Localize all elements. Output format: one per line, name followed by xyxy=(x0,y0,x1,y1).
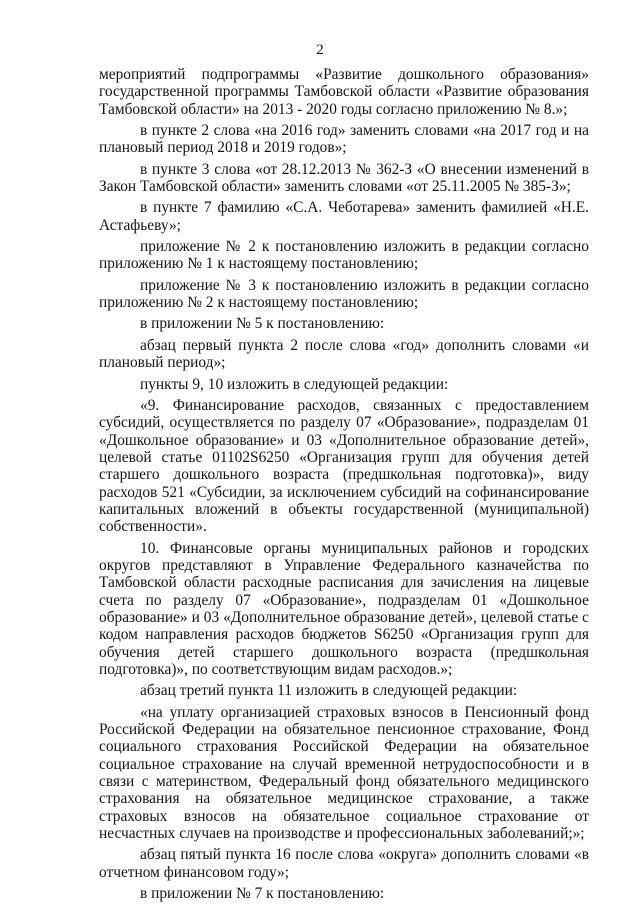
page-number: 2 xyxy=(316,42,324,58)
paragraph-appendix-5-heading: в приложении № 5 к постановлению: xyxy=(140,315,385,333)
paragraph-appendix-2: приложение № 2 к постановлению изложить в редакции согласно приложению № 1 к настоящему постановлению; xyxy=(99,238,589,273)
paragraph-appendix-7-heading: в приложении № 7 к постановлению: xyxy=(140,885,385,903)
paragraph-continuation: мероприятий подпрограммы «Развитие дошкольного образования» государственной программы Тамбовской области «Развитие образования Тамбовской области» на 2013 - 2020 годы согласно приложению № 8.»; xyxy=(99,66,589,118)
paragraph-point-3: в пункте 3 слова «от 28.12.2013 № 362-З «О внесении изменений в Закон Тамбовской области» заменить словами «от 25.11.2005 № 385-З»; xyxy=(99,160,589,196)
paragraph-point-10: 10. Финансовые органы муниципальных районов и городских округов представляют в Управление Федерального казначейства по Тамбовской области расходные расписания для зачисления на лицевые счета по разделу 07 «Образование», подразделам 01 «Дошкольное образование» и 03 «Дополнительное образование детей», целевой статье с кодом направления расходов бюджетов S6250 «Организация групп для обучения детей старшего дошкольного возраста (предшкольная подготовка)», по соответствующим видам расходов.»; xyxy=(99,539,589,678)
paragraph-point-2-addition: абзац первый пункта 2 после слова «год» дополнить словами «и плановый период»; xyxy=(99,336,589,372)
paragraph-point-7: в пункте 7 фамилию «С.А. Чеботарева» заменить фамилией «Н.Е. Астафьеву»; xyxy=(99,199,589,234)
paragraph-point-11-intro: абзац третий пункта 11 изложить в следующей редакции: xyxy=(140,682,518,700)
paragraph-point-9: «9. Финансирование расходов, связанных с предоставлением субсидий, осуществляется по разделу 07 «Образование», подразделам 01 «Дошкольное образование» и 03 «Дополнительное образование детей», целевой статье 01102S6250 «Организация групп для обучения детей старшего дошкольного возраста (предшкольная подготовка)», виду расходов 521 «Субсидии, за исключением субсидий на софинансирование капитальных вложений в объекты государственной (муниципальной) собственности». xyxy=(99,396,589,536)
document-body xyxy=(99,66,589,906)
paragraph-point-11-text: «на уплату организацией страховых взносов в Пенсионный фонд Российской Федерации на обязательное пенсионное страхование, Фонд социального страхования Российской Федерации на обязательное социальное страхование на случай временной нетрудоспособности и в связи с материнством, Федеральный фонд обязательного медицинского страхования на обязательное медицинское страхование, а также страховых взносов на обязательное социальное страхование от несчастных случаев на производстве и профессиональных заболеваний;»; xyxy=(99,703,589,843)
paragraph-points-9-10-intro: пункты 9, 10 изложить в следующей редакции: xyxy=(140,375,449,393)
paragraph-point-2: в пункте 2 слова «на 2016 год» заменить словами «на 2017 год и на плановый период 2018 и 2019 годов»; xyxy=(99,122,589,157)
paragraph-point-16: абзац пятый пункта 16 после слова «округа» дополнить словами «в отчетном финансовом году»; xyxy=(99,846,589,881)
paragraph-appendix-3: приложение № 3 к постановлению изложить в редакции согласно приложению № 2 к настоящему постановлению; xyxy=(99,276,589,312)
